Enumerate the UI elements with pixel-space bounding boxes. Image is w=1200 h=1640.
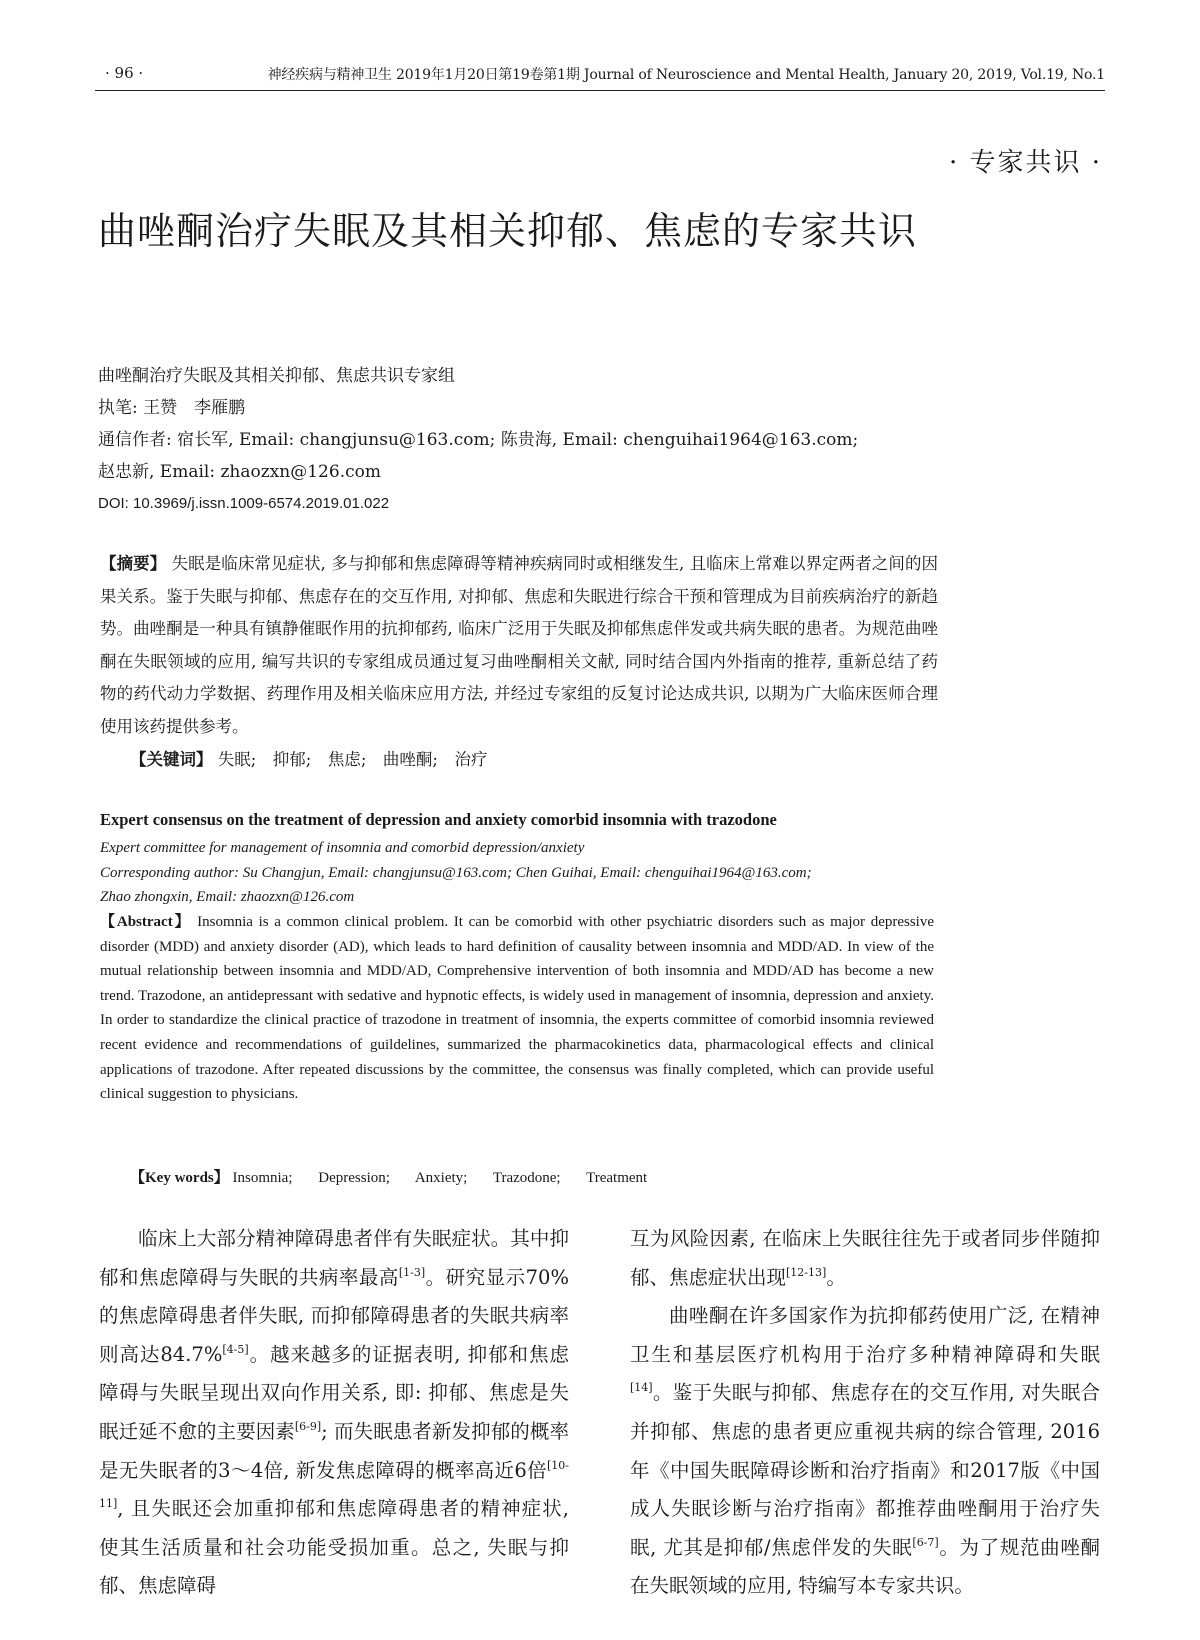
corresponding-authors-line-2: 赵忠新, Email: zhaozxn@126.com xyxy=(98,462,381,482)
english-keyword: Depression; xyxy=(318,1170,390,1186)
keywords-chinese xyxy=(130,746,488,770)
body-paragraph: 曲唑酮在许多国家作为抗抑郁药使用广泛, 在精神卫生和基层医疗机构用于治疗多种精神障碍和失眠[14]。鉴于失眠与抑郁、焦虑存在的交互作用, 对失眠合并抑郁、焦虑的患者更应重视共病的综合管理, 2016年《中国失眠障碍诊断和治疗指南》和2017版《中国成人失眠诊断与治疗指南》都推荐曲唑酮用于治疗失眠, 尤其是抑郁/焦虑伴发的失眠[6-7]。为了规范曲唑酮在失眠领域的应用, 特编写本专家共识。 xyxy=(630,1304,1100,1598)
running-header xyxy=(95,62,1105,91)
citation: [1-3] xyxy=(398,1265,426,1279)
abstract-label: 【摘要】 xyxy=(100,554,167,573)
english-keyword: Anxiety; xyxy=(414,1170,468,1186)
keywords-english xyxy=(130,1166,647,1187)
english-keywords-label: 【Key words】 xyxy=(130,1170,229,1186)
body-column-right xyxy=(630,1220,1100,1606)
english-abstract-text: Insomnia is a common clinical problem. It can be comorbid with other psychiatric disorders such as major depressive disorder (MDD) and anxiety disorder (AD), which leads to hard definition of causality between insomnia and MDD/AD. In view of the mutual relationship between insomnia and MDD/AD, Comprehensive intervention of both insomnia and MDD/AD has become a new trend. Trazodone, an antidepressant with sedative and hypnotic effects, is widely used in management of insomnia, depression and anxiety. In order to standardize the clinical practice of trazodone in treatment of insomnia, the experts committee of comorbid insomnia reviewed recent evidence and recommendations of guildelines, summarized the pharmacokinetics data, pharmacological effects and clinical applications of trazodone. After repeated discussions by the committee, the consensus was finally completed, which can provide useful clinical suggestion to physicians. xyxy=(100,914,934,1103)
abstract-text: 失眠是临床常见症状, 多与抑郁和焦虑障碍等精神疾病同时或相继发生, 且临床上常难以界定两者之间的因果关系。鉴于失眠与抑郁、焦虑存在的交互作用, 对抑郁、焦虑和失眠进行综合干预和管理成为目前疾病治疗的新趋势。曲唑酮是一种具有镇静催眠作用的抗抑郁药, 临床广泛用于失眠及抑郁焦虑伴发或共病失眠的患者。为规范曲唑酮在失眠领域的应用, 编写共识的专家组成员通过复习曲唑酮相关文献, 同时结合国内外指南的推荐, 重新总结了药物的药代动力学数据、药理作用及相关临床应用方法, 并经过专家组的反复讨论达成共识, 以期为广大临床医师合理使用该药提供参考。 xyxy=(100,554,939,736)
keywords-label: 【关键词】 xyxy=(130,750,213,769)
english-committee: Expert committee for management of insomnia and comorbid depression/anxiety xyxy=(100,840,585,856)
citation: [6-7] xyxy=(912,1535,939,1549)
abstract-english xyxy=(100,910,934,1107)
citation: [12-13] xyxy=(786,1265,827,1279)
english-keyword: Treatment xyxy=(586,1170,648,1186)
corresponding-authors-line-1: 通信作者: 宿长军, Email: changjunsu@163.com; 陈贵海, Email: chenguihai1964@163.com; xyxy=(98,430,859,450)
english-author-info xyxy=(100,836,1000,910)
body-paragraph: 临床上大部分精神障碍患者伴有失眠症状。其中抑郁和焦虑障碍与失眠的共病率最高[1-3]。研究显示70%的焦虑障碍患者伴失眠, 而抑郁障碍患者的失眠共病率则高达84.7%[4-5]。越来越多的证据表明, 抑郁和焦虑障碍与失眠呈现出双向作用关系, 即: 抑郁、焦虑是失眠迁延不愈的主要因素[6-9]; 而失眠患者新发抑郁的概率是无失眠者的3～4倍, 新发焦虑障碍的概率高近6倍[10-11], 且失眠还会加重抑郁和焦虑障碍患者的精神症状, 使其生活质量和社会功能受损加重。总之, 失眠与抑郁、焦虑障碍 xyxy=(99,1227,569,1598)
citation: [6-9] xyxy=(294,1419,322,1433)
english-abstract-label: 【Abstract】 xyxy=(100,914,192,930)
writers: 执笔: 王赞 李雁鹏 xyxy=(98,398,246,418)
page-number: · 96 · xyxy=(105,64,144,82)
body-column-left xyxy=(99,1220,569,1606)
citation: [4-5] xyxy=(222,1342,249,1356)
article-title: 曲唑酮治疗失眠及其相关抑郁、焦虑的专家共识 xyxy=(98,209,918,253)
keywords-list: 失眠; 抑郁; 焦虑; 曲唑酮; 治疗 xyxy=(217,750,488,769)
english-corresponding-2: Zhao zhongxin, Email: zhaozxn@126.com xyxy=(100,889,355,905)
english-corresponding-1: Corresponding author: Su Changjun, Email: changjunsu@163.com; Chen Guihai, Email: chenguihai1964@163.com; xyxy=(100,864,812,881)
english-keyword: Trazodone; xyxy=(492,1170,561,1186)
body-paragraph-continued: 互为风险因素, 在临床上失眠往往先于或者同步伴随抑郁、焦虑症状出现[12-13]。 xyxy=(630,1227,1100,1289)
english-title: Expert consensus on the treatment of depression and anxiety comorbid insomnia with trazodone xyxy=(100,810,777,829)
author-info xyxy=(98,360,998,520)
abstract-chinese xyxy=(100,548,938,743)
expert-group: 曲唑酮治疗失眠及其相关抑郁、焦虑共识专家组 xyxy=(98,366,455,386)
journal-citation: 神经疾病与精神卫生 2019年1月20日第19卷第1期 Journal of Neuroscience and Mental Health, January 20, 2019, Vol.19, No.1 xyxy=(267,67,1105,83)
english-keyword: Insomnia; xyxy=(232,1170,293,1186)
citation: [10-11] xyxy=(99,1458,569,1511)
doi: DOI: 10.3969/j.issn.1009-6574.2019.01.022 xyxy=(98,495,390,512)
citation: [14] xyxy=(630,1381,653,1395)
column-tag: · 专家共识 · xyxy=(948,148,1102,178)
